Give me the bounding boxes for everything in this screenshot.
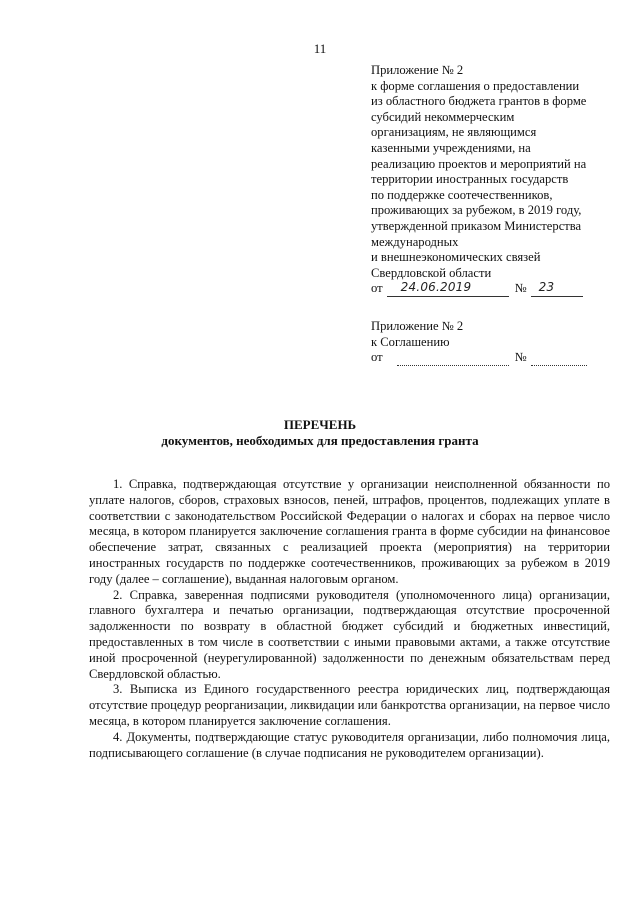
number-field: [531, 280, 583, 297]
appendix-line: к Соглашению: [371, 334, 450, 349]
handwritten-number: 23: [538, 280, 555, 295]
appendix-line: казенными учреждениями, на: [371, 140, 531, 155]
from-label: от: [371, 281, 383, 296]
from-label: от: [371, 350, 383, 365]
paragraph: 4. Документы, подтверждающие статус руководителя организации, либо полномочия лица, подписывающего соглашение (в случае подписания не руководителем организации).: [89, 729, 610, 760]
document-body: [89, 477, 610, 761]
appendix-line: реализацию проектов и мероприятий на: [371, 156, 587, 171]
date-number-line: [371, 350, 616, 366]
appendix-line: по поддержке соотечественников,: [371, 187, 553, 202]
appendix-line: из областного бюджета грантов в форме: [371, 94, 587, 109]
page-number: 11: [313, 41, 327, 56]
appendix-line: Приложение № 2: [371, 63, 464, 77]
appendix-agreement-block: [371, 319, 616, 366]
appendix-line: Свердловской области: [371, 265, 492, 280]
appendix-line: организациям, не являющимся: [371, 125, 537, 140]
title-subheading: документов, необходимых для предоставления гранта: [161, 433, 479, 448]
appendix-line: субсидий некоммерческим: [371, 109, 515, 124]
paragraph: 2. Справка, заверенная подписями руководителя (уполномоченного лица) организации, главного бухгалтера и печатью организации, подтверждающая отсутствие просроченной задолженности по возврату в областной бюджет субсидий и бюджетных инвестиций, предоставленных в том числе в соответствии с иными правовыми актами, а также отсутствие иной просроченной (неурегулированной) задолженности по денежным обязательствам перед Свердловской областью.: [89, 587, 610, 681]
handwritten-date: 24.06.2019: [400, 280, 472, 295]
number-field: [531, 352, 587, 366]
paragraph: 1. Справка, подтверждающая отсутствие у организации неисполненной обязанности по уплате налогов, сборов, страховых взносов, пеней, штрафов, процентов, подлежащих уплате в соответствии с законодательством Российской Федерации о налогах и сборах на первое число месяца, в котором планируется заключение соглашения гранта в форме субсидии на финансовое обеспечение затрат, связанных с реализацией проекта (мероприятия) на территории иностранных государств по поддержке соотечественников, проживающих за рубежом в 2019 году (далее – соглашение), выданная налоговым органом.: [89, 477, 610, 586]
appendix-line: территории иностранных государств: [371, 172, 569, 187]
appendix-line: утвержденной приказом Министерства: [371, 218, 582, 233]
appendix-main-block: [371, 63, 616, 297]
date-field: [397, 352, 509, 366]
number-label: №: [514, 281, 527, 296]
appendix-line: к форме соглашения о предоставлении: [371, 78, 580, 93]
appendix-line: международных: [371, 234, 459, 249]
number-label: №: [514, 350, 527, 365]
appendix-line: Приложение № 2: [371, 319, 464, 333]
title-heading: ПЕРЕЧЕНЬ: [283, 417, 357, 432]
appendix-line: проживающих за рубежом, в 2019 году,: [371, 203, 582, 218]
document-title: [0, 417, 640, 449]
date-field: [387, 280, 509, 297]
paragraph: 3. Выписка из Единого государственного реестра юридических лиц, подтверждающая отсутствие процедур реорганизации, ликвидации или банкротства организации, на первое число месяца, в котором планируется заключение соглашения.: [89, 682, 610, 728]
date-number-line: [371, 281, 616, 297]
appendix-line: и внешнеэкономических связей: [371, 250, 541, 265]
